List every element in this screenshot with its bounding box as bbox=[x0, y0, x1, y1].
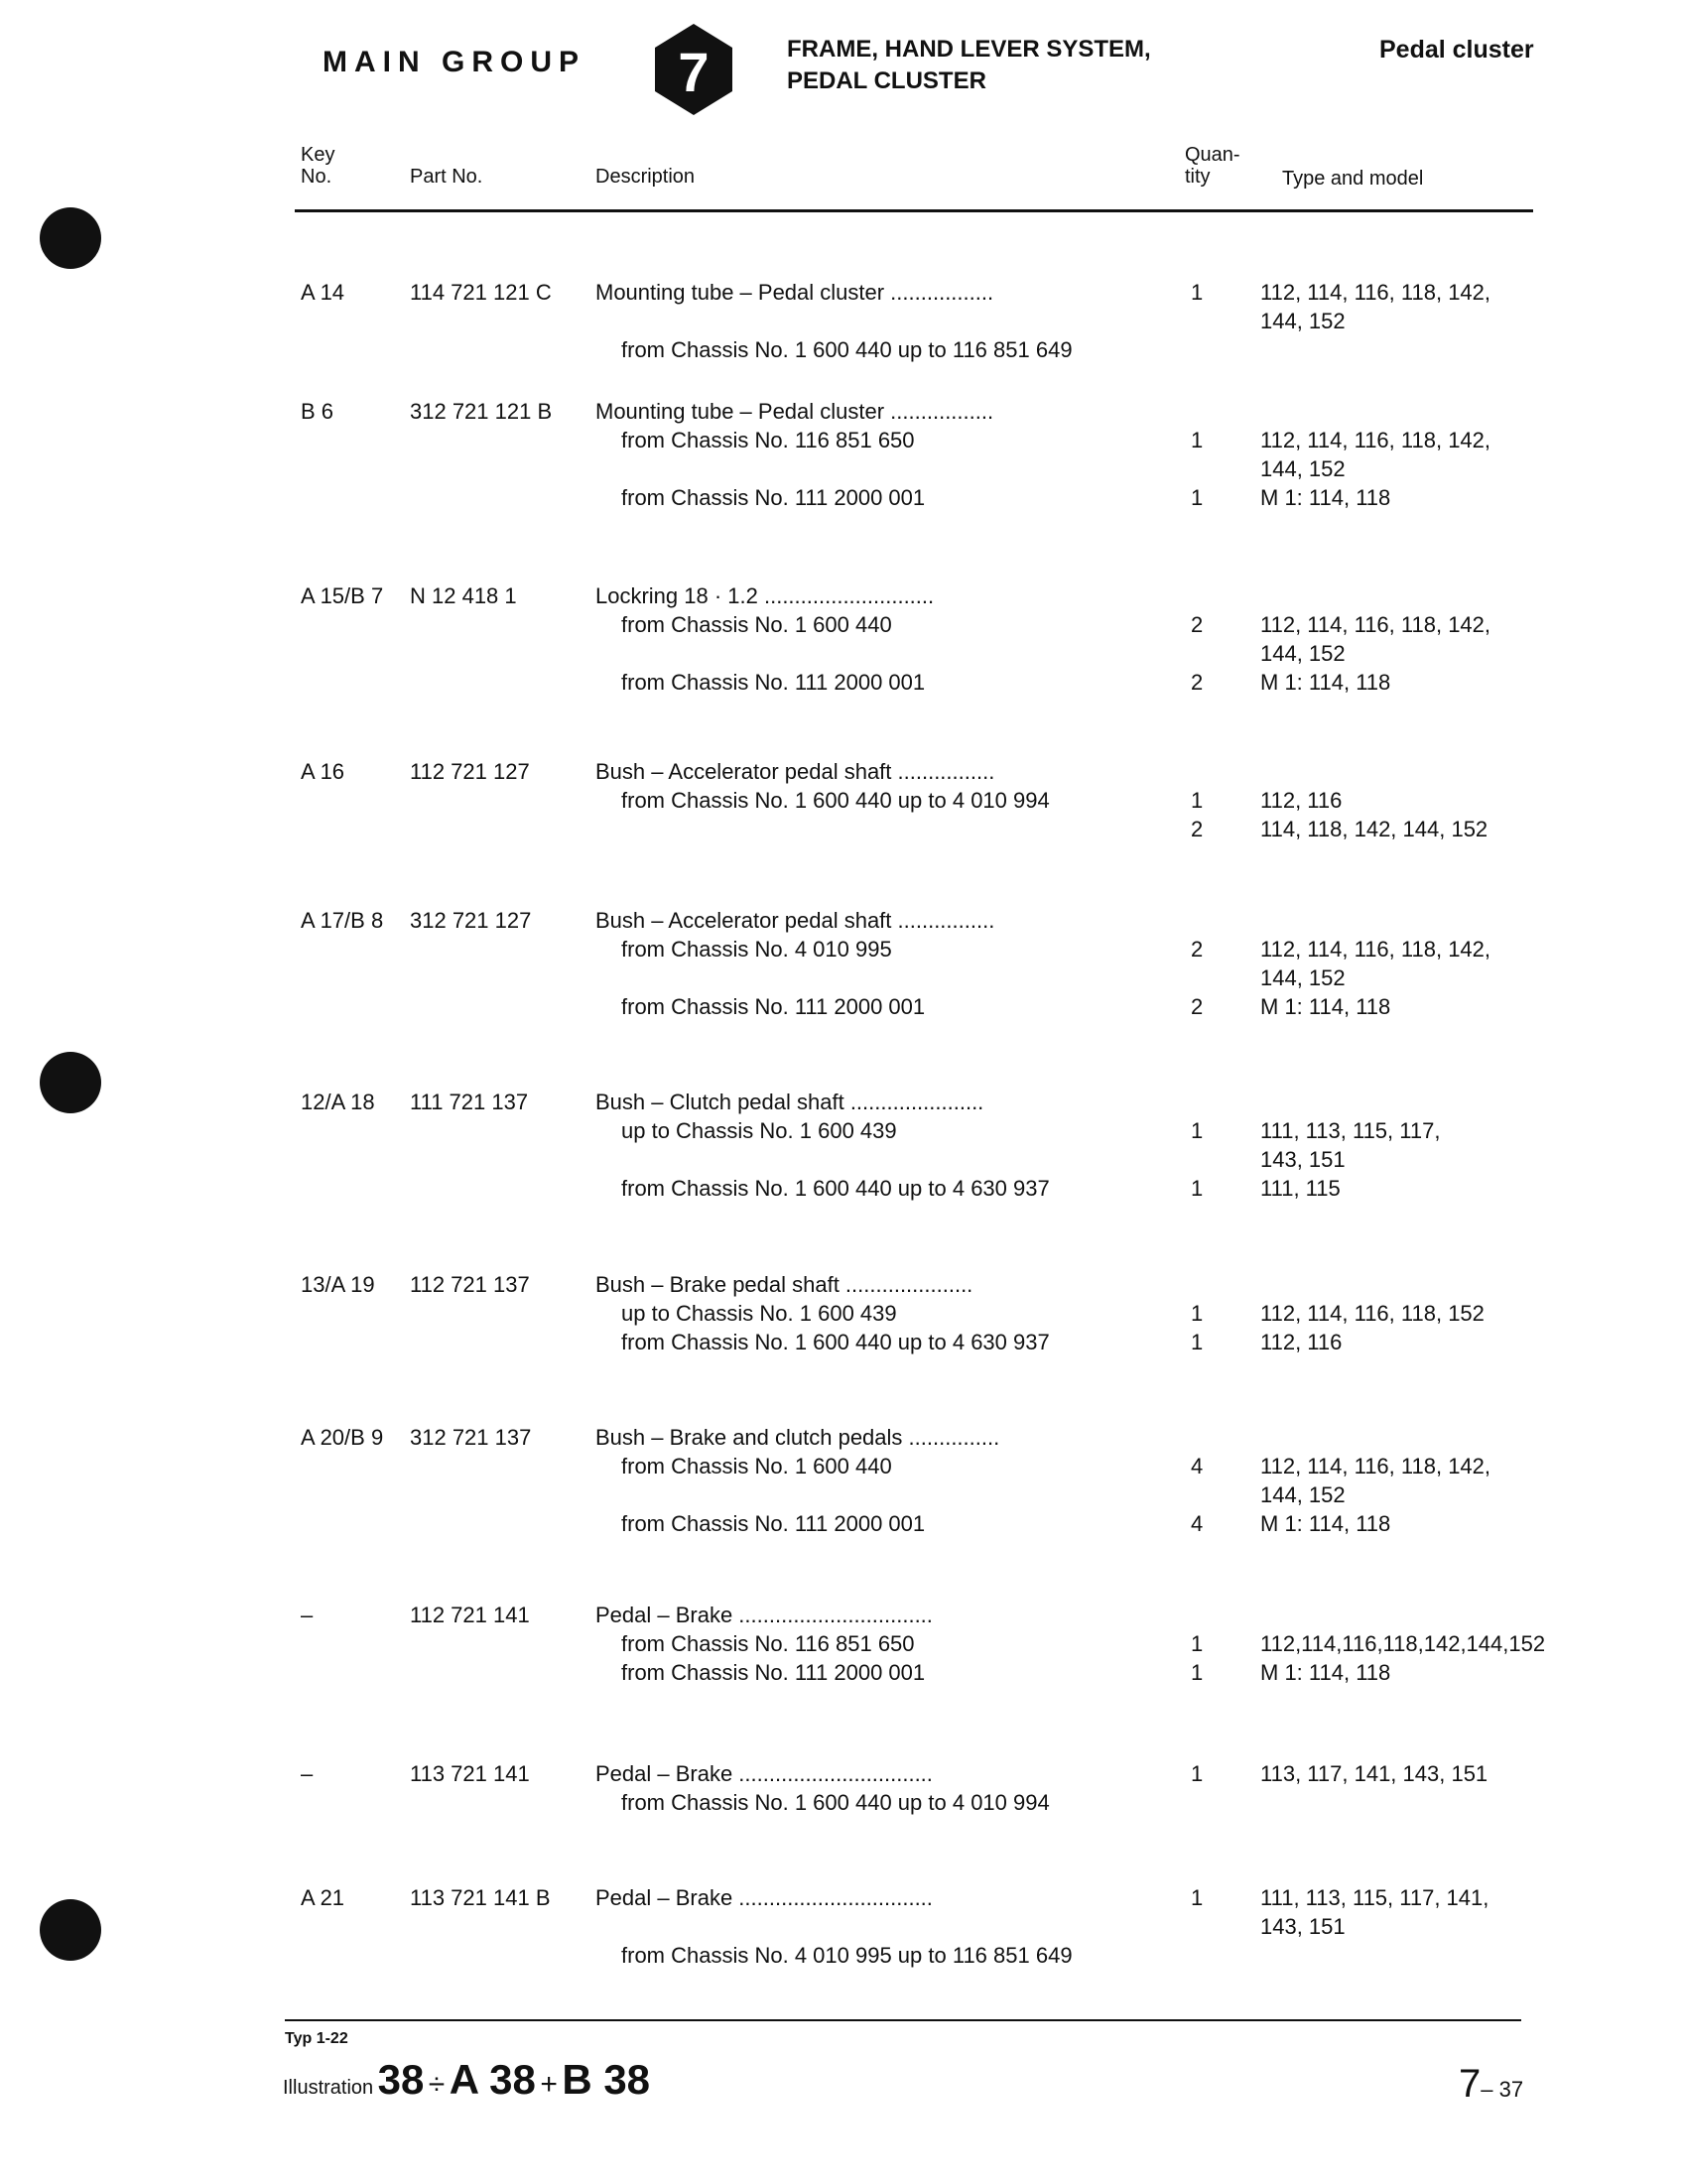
key-number: – bbox=[301, 1603, 314, 1627]
column-header-quantity bbox=[1185, 144, 1240, 188]
column-header-key-line-2: No. bbox=[301, 166, 332, 188]
page-title bbox=[787, 34, 1151, 97]
part-description: Bush – Accelerator pedal shaft ................ bbox=[595, 908, 995, 933]
quantity: 1 bbox=[1191, 1118, 1204, 1143]
column-header-key bbox=[301, 144, 334, 188]
key-number: 12/A 18 bbox=[301, 1090, 375, 1114]
part-applicability: from Chassis No. 1 600 440 bbox=[621, 1454, 892, 1478]
illustration-separator-1: ÷ bbox=[428, 2068, 446, 2101]
type-model bbox=[1260, 668, 1390, 697]
type-model-line: M 1: 114, 118 bbox=[1260, 1660, 1391, 1685]
section-name: Pedal cluster bbox=[1379, 36, 1534, 64]
part-description: Bush – Accelerator pedal shaft ................ bbox=[595, 759, 995, 784]
type-model bbox=[1260, 483, 1390, 512]
type-reference: Typ 1-22 bbox=[285, 2030, 348, 2047]
part-description: Bush – Clutch pedal shaft ...................... bbox=[595, 1090, 984, 1114]
part-description: Lockring 18 · 1.2 ............................ bbox=[595, 583, 935, 608]
quantity: 1 bbox=[1191, 485, 1204, 510]
illustration-separator-2: + bbox=[540, 2068, 558, 2101]
type-model-line: 112, 116 bbox=[1260, 1330, 1343, 1354]
type-model-line: 111, 113, 115, 117, bbox=[1260, 1118, 1441, 1143]
part-applicability: from Chassis No. 111 2000 001 bbox=[621, 670, 926, 695]
part-number: 112 721 137 bbox=[410, 1272, 530, 1297]
type-model bbox=[1260, 1116, 1440, 1174]
type-model bbox=[1260, 1299, 1485, 1328]
quantity: 4 bbox=[1191, 1454, 1204, 1478]
type-model-line: 144, 152 bbox=[1260, 456, 1346, 481]
type-model-line: 112, 114, 116, 118, 152 bbox=[1260, 1301, 1485, 1326]
type-model bbox=[1260, 610, 1490, 668]
part-applicability: from Chassis No. 1 600 440 up to 116 851 649 bbox=[621, 337, 1073, 362]
part-number: 113 721 141 B bbox=[410, 1885, 551, 1910]
part-applicability: from Chassis No. 116 851 650 bbox=[621, 428, 915, 452]
type-model bbox=[1260, 1629, 1545, 1658]
column-header-key-line-1: Key bbox=[301, 144, 335, 166]
type-model-line: 112, 114, 116, 118, 142, bbox=[1260, 280, 1491, 305]
type-model-line: 143, 151 bbox=[1260, 1914, 1346, 1939]
type-model bbox=[1260, 1509, 1390, 1538]
quantity: 1 bbox=[1191, 1761, 1204, 1786]
type-model-line: M 1: 114, 118 bbox=[1260, 485, 1391, 510]
part-applicability: up to Chassis No. 1 600 439 bbox=[621, 1118, 897, 1143]
main-group-label: MAIN GROUP bbox=[323, 46, 585, 78]
key-number: A 16 bbox=[301, 759, 345, 784]
illustration-number-b: A 38 bbox=[449, 2056, 536, 2103]
type-model-line: 114, 118, 142, 144, 152 bbox=[1260, 817, 1488, 841]
type-model-line: 112, 114, 116, 118, 142, bbox=[1260, 1454, 1491, 1478]
type-model bbox=[1260, 1883, 1488, 1941]
column-header-description: Description bbox=[595, 166, 696, 188]
quantity: 2 bbox=[1191, 612, 1204, 637]
quantity: 1 bbox=[1191, 1660, 1204, 1685]
type-model bbox=[1260, 1452, 1490, 1509]
type-model-line: 112, 114, 116, 118, 142, bbox=[1260, 428, 1491, 452]
column-header-type-model: Type and model bbox=[1282, 168, 1424, 190]
column-header-quantity-line-2: tity bbox=[1185, 166, 1211, 188]
quantity: 1 bbox=[1191, 280, 1204, 305]
type-model-line: 143, 151 bbox=[1260, 1147, 1346, 1172]
part-description: Pedal – Brake ................................ bbox=[595, 1603, 933, 1627]
type-model-line: 144, 152 bbox=[1260, 965, 1346, 990]
type-model bbox=[1260, 1174, 1341, 1203]
part-number: 312 721 137 bbox=[410, 1425, 532, 1450]
key-number: – bbox=[301, 1761, 314, 1786]
page-number-major: 7 bbox=[1459, 2062, 1482, 2106]
type-model-line: M 1: 114, 118 bbox=[1260, 1511, 1391, 1536]
key-number: B 6 bbox=[301, 399, 334, 424]
part-applicability: from Chassis No. 111 2000 001 bbox=[621, 1660, 926, 1685]
type-model-line: 144, 152 bbox=[1260, 309, 1346, 333]
key-number: A 20/B 9 bbox=[301, 1425, 384, 1450]
quantity: 2 bbox=[1191, 937, 1204, 962]
type-model-line: 144, 152 bbox=[1260, 641, 1346, 666]
quantity: 2 bbox=[1191, 670, 1204, 695]
quantity: 4 bbox=[1191, 1511, 1204, 1536]
type-model-line: 113, 117, 141, 143, 151 bbox=[1260, 1761, 1488, 1786]
part-number: 312 721 127 bbox=[410, 908, 532, 933]
part-number: 112 721 141 bbox=[410, 1603, 530, 1627]
quantity: 1 bbox=[1191, 1301, 1204, 1326]
part-number: 312 721 121 B bbox=[410, 399, 553, 424]
type-model bbox=[1260, 992, 1390, 1021]
illustration-label: Illustration bbox=[283, 2077, 374, 2099]
quantity: 1 bbox=[1191, 1885, 1204, 1910]
part-number: 114 721 121 C bbox=[410, 280, 552, 305]
illustration-number-c: B 38 bbox=[562, 2056, 651, 2103]
type-model bbox=[1260, 426, 1490, 483]
quantity: 1 bbox=[1191, 1176, 1204, 1201]
key-number: A 17/B 8 bbox=[301, 908, 384, 933]
part-description: Pedal – Brake ................................ bbox=[595, 1885, 933, 1910]
type-model-line: M 1: 114, 118 bbox=[1260, 994, 1391, 1019]
part-applicability: from Chassis No. 1 600 440 up to 4 630 937 bbox=[621, 1176, 1050, 1201]
type-model-line: 112, 114, 116, 118, 142, bbox=[1260, 937, 1491, 962]
part-applicability: from Chassis No. 111 2000 001 bbox=[621, 485, 926, 510]
group-number: 7 bbox=[678, 41, 710, 103]
type-model bbox=[1260, 786, 1342, 815]
part-applicability: from Chassis No. 4 010 995 up to 116 851 649 bbox=[621, 1943, 1073, 1968]
type-model-line: 112,114,116,118,142,144,152 bbox=[1260, 1631, 1546, 1656]
part-description: Bush – Brake pedal shaft ..................... bbox=[595, 1272, 973, 1297]
page-number bbox=[1459, 2062, 1523, 2107]
quantity: 1 bbox=[1191, 1330, 1204, 1354]
part-description: Pedal – Brake ................................ bbox=[595, 1761, 933, 1786]
page-title-line-1: FRAME, HAND LEVER SYSTEM, bbox=[787, 36, 1151, 63]
part-applicability: from Chassis No. 111 2000 001 bbox=[621, 994, 926, 1019]
quantity: 2 bbox=[1191, 994, 1204, 1019]
type-model-line: 112, 114, 116, 118, 142, bbox=[1260, 612, 1491, 637]
quantity: 1 bbox=[1191, 428, 1204, 452]
quantity: 1 bbox=[1191, 788, 1204, 813]
type-model bbox=[1260, 1658, 1390, 1687]
illustration-number-a: 38 bbox=[377, 2056, 425, 2103]
type-model bbox=[1260, 1328, 1342, 1356]
part-applicability: from Chassis No. 1 600 440 up to 4 630 937 bbox=[621, 1330, 1050, 1354]
part-number: N 12 418 1 bbox=[410, 583, 517, 608]
type-model bbox=[1260, 935, 1490, 992]
part-applicability: from Chassis No. 4 010 995 bbox=[621, 937, 892, 962]
type-model bbox=[1260, 278, 1490, 335]
key-number: A 15/B 7 bbox=[301, 583, 384, 608]
type-model-line: 144, 152 bbox=[1260, 1482, 1346, 1507]
type-model-line: 111, 113, 115, 117, 141, bbox=[1260, 1885, 1489, 1910]
quantity: 2 bbox=[1191, 817, 1204, 841]
page-number-minor: – 37 bbox=[1481, 2077, 1524, 2102]
type-model-line: 112, 116 bbox=[1260, 788, 1343, 813]
group-number-badge bbox=[653, 22, 734, 117]
part-applicability: from Chassis No. 1 600 440 up to 4 010 994 bbox=[621, 1790, 1050, 1815]
type-model bbox=[1260, 815, 1488, 843]
page-header bbox=[0, 0, 1682, 129]
key-number: A 14 bbox=[301, 280, 345, 305]
part-applicability: up to Chassis No. 1 600 439 bbox=[621, 1301, 897, 1326]
header-divider bbox=[295, 209, 1533, 212]
quantity: 1 bbox=[1191, 1631, 1204, 1656]
type-model bbox=[1260, 1759, 1488, 1788]
part-description: Bush – Brake and clutch pedals ............... bbox=[595, 1425, 1000, 1450]
key-number: 13/A 19 bbox=[301, 1272, 375, 1297]
binder-hole-top bbox=[40, 207, 101, 269]
part-number: 112 721 127 bbox=[410, 759, 530, 784]
column-header-quantity-line-1: Quan- bbox=[1185, 144, 1240, 166]
footer-divider bbox=[285, 2019, 1521, 2021]
part-number: 113 721 141 bbox=[410, 1761, 530, 1786]
illustration-reference bbox=[283, 2056, 650, 2104]
part-applicability: from Chassis No. 1 600 440 up to 4 010 994 bbox=[621, 788, 1050, 813]
part-description: Mounting tube – Pedal cluster ................. bbox=[595, 280, 994, 305]
key-number: A 21 bbox=[301, 1885, 345, 1910]
part-number: 111 721 137 bbox=[410, 1090, 529, 1114]
part-applicability: from Chassis No. 1 600 440 bbox=[621, 612, 892, 637]
page-title-line-2: PEDAL CLUSTER bbox=[787, 67, 986, 94]
type-model-line: M 1: 114, 118 bbox=[1260, 670, 1391, 695]
part-applicability: from Chassis No. 111 2000 001 bbox=[621, 1511, 926, 1536]
column-header-part: Part No. bbox=[410, 166, 483, 188]
part-description: Mounting tube – Pedal cluster ................. bbox=[595, 399, 994, 424]
type-model-line: 111, 115 bbox=[1260, 1176, 1341, 1201]
part-applicability: from Chassis No. 116 851 650 bbox=[621, 1631, 915, 1656]
